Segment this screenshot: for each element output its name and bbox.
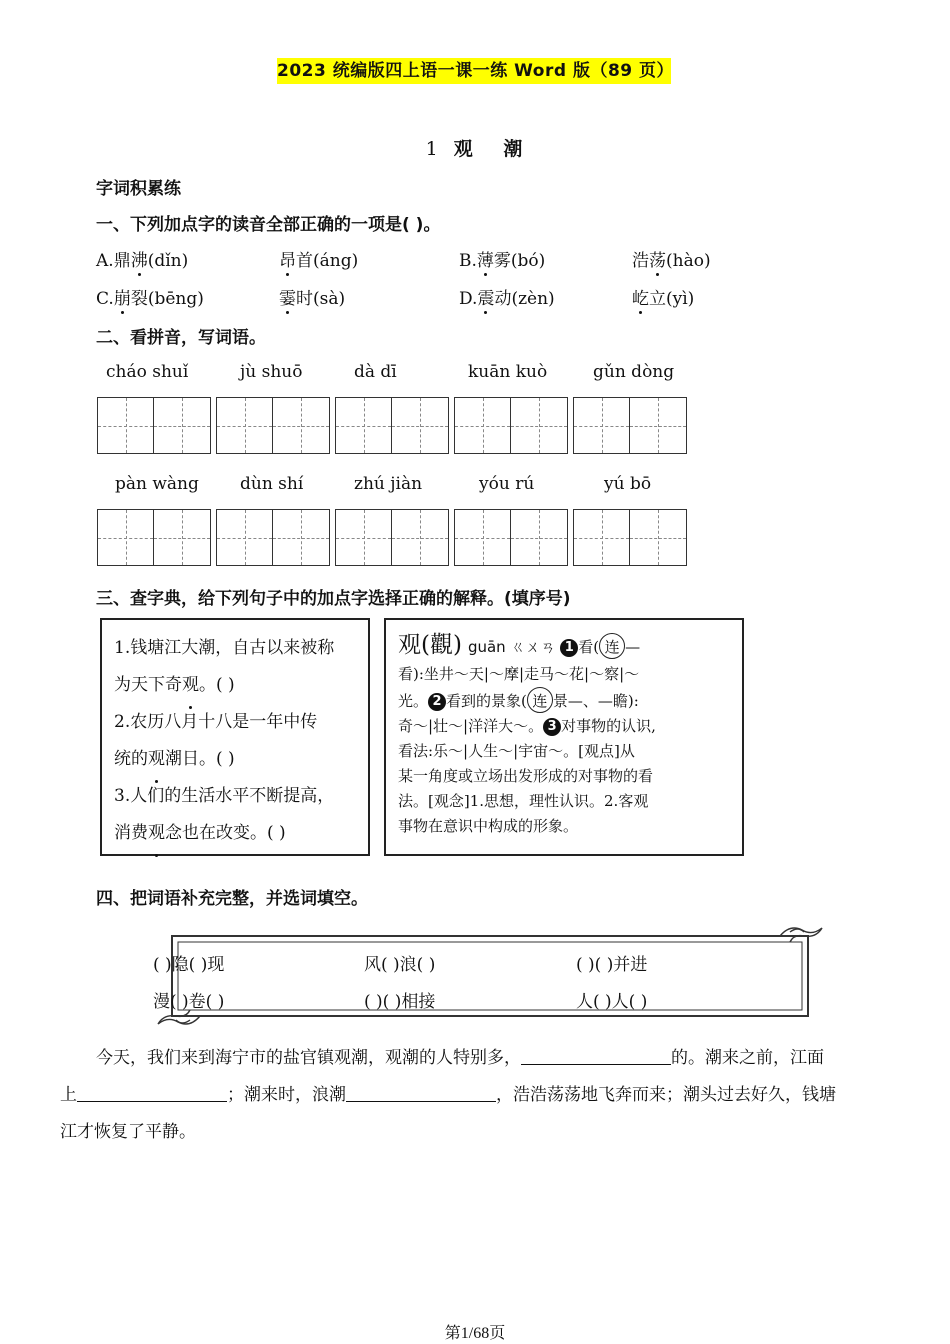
question-1-heading: 一、下列加点字的读音全部正确的一项是( )。 — [96, 215, 441, 235]
option-item: 浩荡(hào) — [632, 246, 711, 271]
circled-char: 连 — [527, 687, 553, 713]
answer-blank[interactable] — [521, 1044, 671, 1065]
dictionary-box: 观(觀) guān ㄍㄨㄢ 1 看( 连 — 看):坐井～天|～摩|走马～花|～察|～ 光。 2 看到的景象( 连 景—、—瞻): 奇～|壮～|洋洋大～。 3 对事物的认识, 看法:乐～|人生～|宇宙～。[观点]从 某一角度或立场出发形成的对事物的看 法。[观念]1.思想，理性认识。2.客观 事物在意识中构成的形象。 — [384, 618, 744, 856]
answer-blank[interactable] — [77, 1081, 227, 1102]
pinyin-label: dà dī — [354, 362, 397, 382]
pinyin-label: kuān kuò — [468, 362, 548, 382]
idiom-blank[interactable]: ( )( )并进 — [576, 955, 648, 975]
sentences-box — [100, 618, 370, 856]
option-item: C.崩裂(bēng) — [96, 284, 204, 309]
pinyin-label: dùn shí — [240, 474, 304, 494]
pinyin-label: pàn wàng — [115, 474, 199, 494]
option-item: A.鼎沸(dǐn) — [96, 246, 188, 271]
question-4-heading: 四、把词语补充完整，并选词填空。 — [96, 889, 368, 909]
idiom-blank[interactable]: 人( )人( ) — [576, 992, 648, 1012]
option-item: B.薄雾(bó) — [459, 246, 545, 271]
option-item: 霎时(sà) — [279, 284, 345, 309]
writing-grid[interactable] — [454, 509, 568, 566]
pinyin-label: cháo shuǐ — [106, 362, 189, 382]
writing-grid[interactable] — [216, 397, 330, 454]
writing-grid[interactable] — [454, 397, 568, 454]
writing-grid[interactable] — [335, 397, 449, 454]
writing-grid[interactable] — [97, 509, 211, 566]
answer-blank[interactable] — [346, 1081, 496, 1102]
pinyin-label: yóu rú — [479, 474, 535, 494]
document-banner: 2023 统编版四上语一课一练 Word 版（89 页） — [277, 58, 671, 84]
pinyin-label: gǔn dòng — [593, 362, 675, 382]
sentence-3: 3.人们的生活水平不断提高， 消费观念也在改变。( ) — [114, 778, 358, 852]
question-2-heading: 二、看拼音，写词语。 — [96, 328, 266, 348]
writing-grid[interactable] — [216, 509, 330, 566]
section-label: 字词积累练 — [96, 179, 181, 199]
pinyin-label: jù shuō — [240, 362, 303, 382]
number-badge-2: 2 — [428, 693, 446, 711]
pinyin-label: zhú jiàn — [354, 474, 423, 494]
fill-passage: 今天，我们来到海宁市的盐官镇观潮，观潮的人特别多， 的。潮来之前，江面 上 ；潮来时，浪潮 ，浩浩荡荡地飞奔而来；潮头过去好久，钱塘 江才恢复了平静。 — [60, 1040, 892, 1151]
sentence-2: 2.农历八月十八是一年中传 统的观潮日。( ) — [114, 704, 358, 778]
writing-grid[interactable] — [335, 509, 449, 566]
option-item: D.震动(zèn) — [459, 284, 555, 309]
writing-grid[interactable] — [573, 397, 687, 454]
circled-char: 连 — [599, 633, 625, 659]
dict-headword: 观(觀) — [398, 632, 462, 658]
sentence-1: 1.钱塘江大潮，自古以来被称 为天下奇观。( ) — [114, 630, 358, 704]
number-badge-3: 3 — [543, 718, 561, 736]
pinyin-label: yú bō — [604, 474, 652, 494]
writing-grid[interactable] — [97, 397, 211, 454]
question-3-heading: 三、查字典，给下列句子中的加点字选择正确的解释。(填序号) — [96, 589, 571, 609]
option-item: 屹立(yì) — [632, 284, 694, 309]
option-item: 昂首(áng) — [279, 246, 358, 271]
page-number: 第1/68页 — [444, 1325, 506, 1342]
lesson-name: 观 潮 — [453, 138, 535, 160]
lesson-number: 1 — [425, 138, 440, 160]
idiom-blank[interactable]: ( )( )相接 — [364, 992, 436, 1012]
idiom-blank[interactable]: ( )隐( )现 — [153, 955, 225, 975]
scroll-frame — [150, 920, 835, 1030]
number-badge-1: 1 — [560, 639, 578, 657]
idiom-blank[interactable]: 漫( )卷( ) — [153, 992, 225, 1012]
lesson-title — [400, 134, 560, 161]
dict-pinyin: guān ㄍㄨㄢ — [467, 638, 556, 656]
writing-grid[interactable] — [573, 509, 687, 566]
idiom-blank[interactable]: 风( )浪( ) — [364, 955, 436, 975]
